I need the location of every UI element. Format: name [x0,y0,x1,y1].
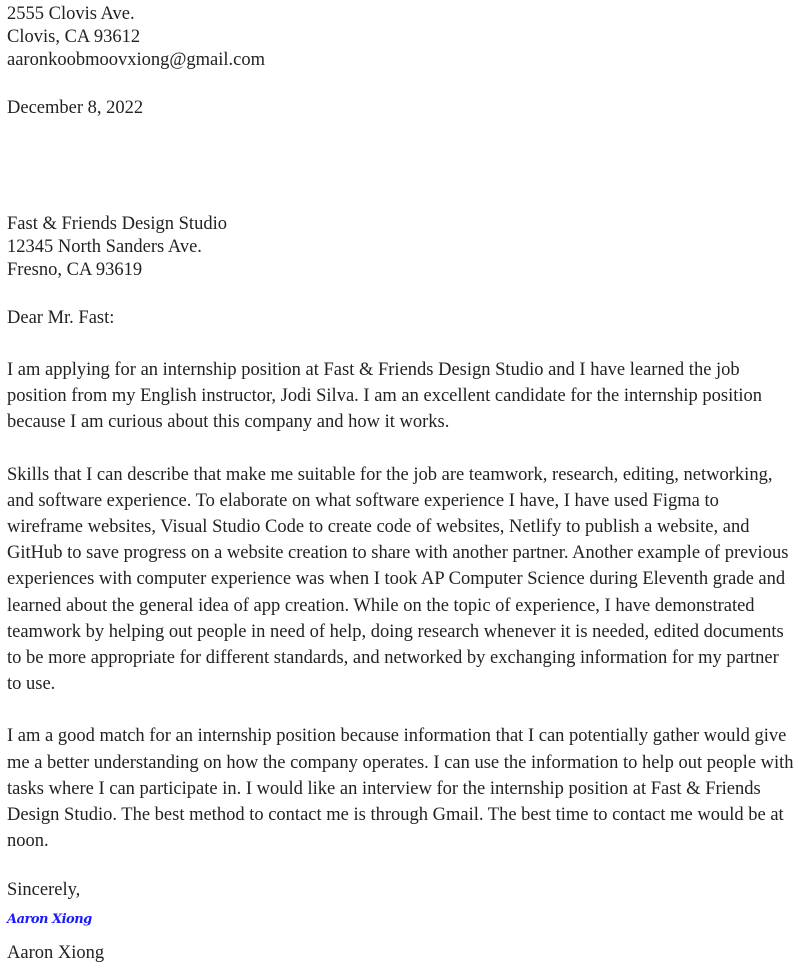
signature: Aaron Xiong [7,912,92,928]
body-paragraph-intro: I am applying for an internship position at Fast & Friends Design Studio and I have learned the job position from my English instructor, Jodi Silva. I am an excellent candidate for the internship position because I am curious about this company and how it works. [7,360,763,433]
recipient-company: Fast & Friends Design Studio [7,214,227,234]
recipient-street: 12345 North Sanders Ave. [7,237,202,257]
sender-city-state-zip: Clovis, CA 93612 [7,27,141,47]
recipient-city-state-zip: Fresno, CA 93619 [7,260,143,280]
closing: Sincerely, [7,880,81,901]
letter-date: December 8, 2022 [7,98,144,118]
printed-name: Aaron Xiong [7,943,105,964]
body-paragraph-closing: I am a good match for an internship position because information that I can potentially gather would give me a better understanding on how the company operates. I can use the information to help out people with tasks where I can participate in. I would like an interview for the internship position at Fast & Friends Design Studio. The best method to contact me is through Gmail. The best time to contact me would be at noon. [7,726,794,852]
sender-street: 2555 Clovis Ave. [7,4,135,24]
salutation: Dear Mr. Fast: [7,308,115,328]
sender-address [7,3,799,72]
body-paragraph-skills: Skills that I can describe that make me suitable for the job are teamwork, research, editing, networking, and software experience. To elaborate on what software experience I have, I have used Figma to wireframe websites, Visual Studio Code to create code of websites, Netlify to publish a website, and GitHub to save progress on a website creation to share with another partner. Another example of previous experiences with computer experience was when I took AP Computer Science during Eleventh grade and learned about the general idea of app creation. While on the topic of experience, I have demonstrated teamwork by helping out people in need of help, doing research whenever it is needed, edited documents to be more appropriate for different standards, and networked by exchanging information for my partner to use. [7,464,789,695]
recipient-address [7,213,799,282]
sender-email: aaronkoobmoovxiong@gmail.com [7,50,266,70]
